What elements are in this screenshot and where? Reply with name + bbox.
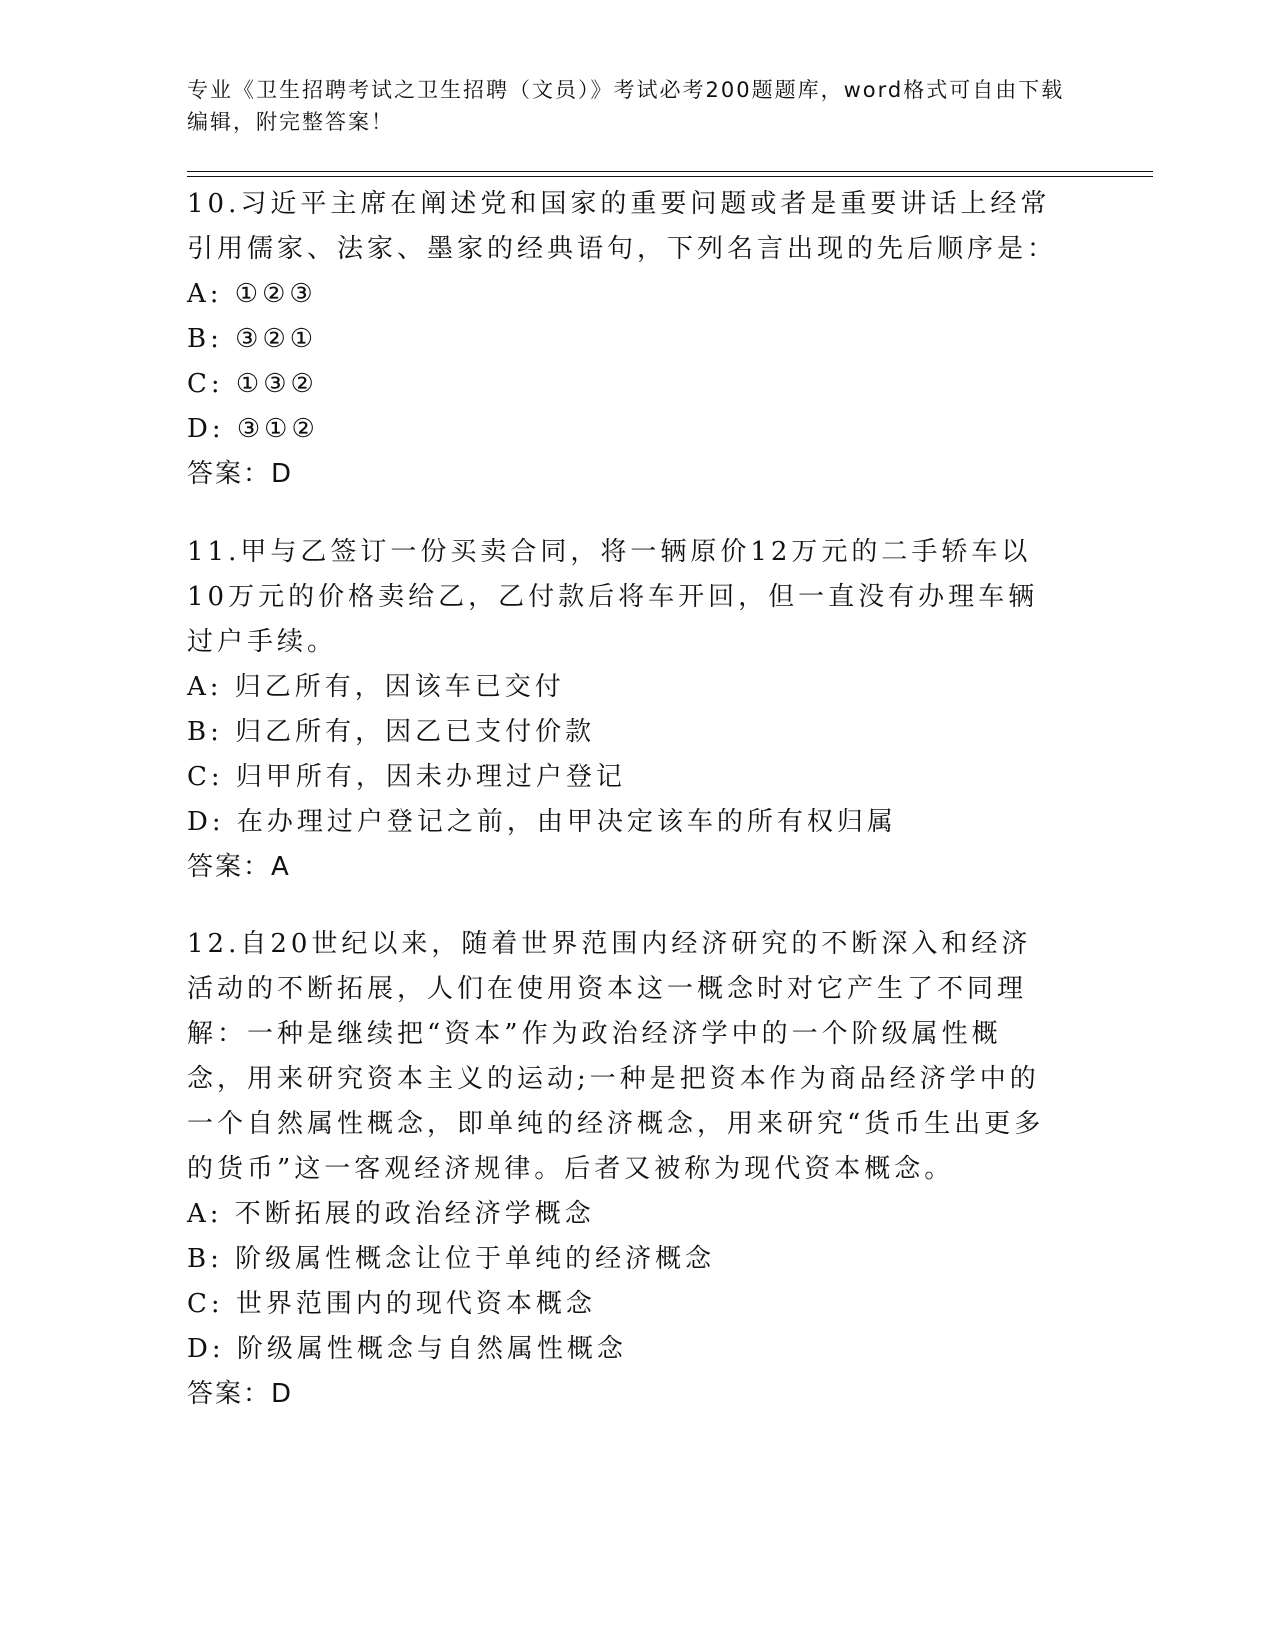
question-11 <box>187 530 1057 890</box>
question-10 <box>187 182 1057 497</box>
option-d: D: ③①② <box>187 414 319 444</box>
option-c: C: ①③② <box>187 369 318 399</box>
question-12 <box>187 922 1057 1417</box>
option-d: D: 在办理过户登记之前，由甲决定该车的所有权归属 <box>187 807 897 837</box>
option-d: D: 阶级属性概念与自然属性概念 <box>187 1334 627 1364</box>
option-b: B: 归乙所有，因乙已支付价款 <box>187 717 596 747</box>
question-stem: 11.甲与乙签订一份买卖合同，将一辆原价12万元的二手轿车以10万元的价格卖给乙，乙付款后将车开回，但一直没有办理车辆过户手续。 <box>187 537 1039 657</box>
option-a: A: 归乙所有，因该车已交付 <box>187 672 565 702</box>
header-divider-top <box>187 171 1153 172</box>
answer: 答案：D <box>187 1379 294 1409</box>
option-b: B: ③②① <box>187 324 318 354</box>
option-c: C: 归甲所有，因未办理过户登记 <box>187 762 626 792</box>
question-stem: 12.自20世纪以来，随着世界范围内经济研究的不断深入和经济活动的不断拓展，人们在使用资本这一概念时对它产生了不同理解：一种是继续把“资本”作为政治经济学中的一个阶级属性概念，用来研究资本主义的运动;一种是把资本作为商品经济学中的一个自然属性概念，即单纯的经济概念，用来研究“货币生出更多的货币”这一客观经济规律。后者又被称为现代资本概念。 <box>187 929 1045 1184</box>
option-c: C: 世界范围内的现代资本概念 <box>187 1289 596 1319</box>
option-a: A: ①②③ <box>187 279 317 309</box>
answer: 答案：D <box>187 459 294 489</box>
document-header: 专业《卫生招聘考试之卫生招聘（文员）》考试必考200题题库，word格式可自由下载编辑，附完整答案！ <box>187 78 1065 134</box>
question-stem: 10.习近平主席在阐述党和国家的重要问题或者是重要讲话上经常引用儒家、法家、墨家的经典语句，下列名言出现的先后顺序是： <box>187 189 1058 264</box>
answer: 答案：A <box>187 852 291 882</box>
option-b: B: 阶级属性概念让位于单纯的经济概念 <box>187 1244 716 1274</box>
option-a: A: 不断拓展的政治经济学概念 <box>187 1199 595 1229</box>
header-divider-bottom <box>187 176 1153 177</box>
